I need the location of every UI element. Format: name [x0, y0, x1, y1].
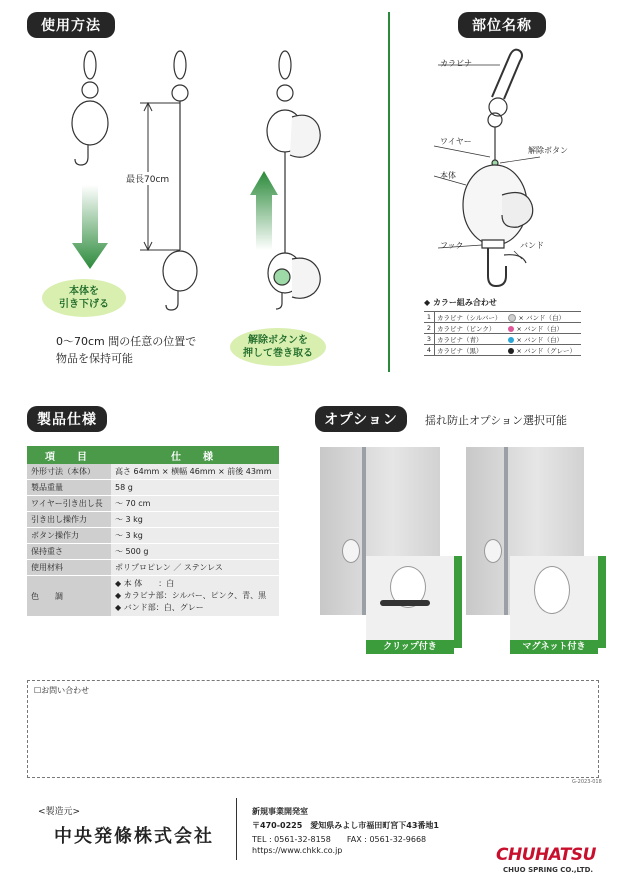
retract-up-arrow: [250, 171, 278, 250]
company-name: 中央発條株式会社: [54, 826, 214, 847]
color-dot: [508, 326, 514, 332]
label-body: 本体: [440, 171, 456, 180]
chuhatsu-logo: CHUHATSU: [496, 845, 596, 865]
spec-header-spec: 仕 様: [111, 446, 279, 464]
label-wire: ワイヤー: [440, 137, 472, 146]
footer-url[interactable]: https://www.chkk.co.jp: [252, 846, 343, 855]
color-dot: [508, 337, 514, 343]
spec-row-color: 色 調 ◆ 本 体 ：白 ◆ カラビナ部：シルバー、ピンク、青、黒 ◆ バンド部：白、グレー: [27, 576, 279, 617]
color-row: 4 カラビナ（黒） × バンド（グレー）: [424, 345, 581, 356]
doc-code: G-2023-018: [572, 779, 602, 785]
spec-table: [27, 446, 279, 617]
clip-option-label: クリップ付き: [366, 640, 454, 654]
magnet-option-inset: [510, 556, 606, 648]
spec-row: 使用材料 ポリプロピレン ／ ステンレス: [27, 560, 279, 576]
release-button-bubble: 解除ボタンを 押して巻き取る: [230, 328, 326, 366]
footer-phone: TEL : 0561-32-8158 FAX : 0561-32-9668: [252, 835, 427, 844]
usage-description: 0～70cm 間の任意の位置で 物品を保持可能: [56, 335, 197, 365]
contact-box: [27, 680, 599, 778]
footer-dept: 新規事業開発室: [252, 807, 308, 816]
retractor-device-3: [267, 51, 320, 309]
magnet-option-label: マグネット付き: [510, 640, 598, 654]
color-row: 3 カラビナ（青） × バンド（白）: [424, 334, 581, 345]
clip-option-inset: [366, 556, 462, 648]
color-dot: [508, 348, 514, 354]
color-row: 1 カラビナ（シルバー） × バンド（白）: [424, 312, 581, 323]
color-combo-title: ◆ カラー組み合わせ: [424, 298, 497, 307]
label-band: バンド: [520, 241, 544, 250]
label-hook: フック: [440, 241, 464, 250]
retractor-device-1: [72, 51, 108, 165]
usage-title: 使用方法: [27, 12, 115, 38]
pull-down-bubble: 本体を 引き下げる: [42, 279, 126, 317]
vertical-divider: [388, 12, 390, 372]
spec-row: 製品重量 58 g: [27, 480, 279, 496]
label-release-button: 解除ボタン: [528, 146, 568, 155]
footer-divider: [236, 798, 237, 860]
length-label: 最長70cm: [126, 172, 169, 185]
maker-label: <製造元>: [38, 807, 81, 817]
spec-row: 引き出し操作力 ～ 3 kg: [27, 512, 279, 528]
parts-title: 部位名称: [458, 12, 546, 38]
color-row: 2 カラビナ（ピンク） × バンド（白）: [424, 323, 581, 334]
contact-label: ☐お問い合わせ: [34, 686, 90, 695]
option-subtitle: 揺れ防止オプション選択可能: [425, 414, 568, 427]
spec-header-item: 項 目: [27, 446, 111, 464]
option-title: オプション: [315, 406, 407, 432]
spec-row: 保持重さ ～ 500 g: [27, 544, 279, 560]
label-carabiner: カラビナ: [440, 59, 472, 68]
footer-address: 〒470-0225 愛知県みよし市福田町宮下43番地1: [252, 821, 439, 830]
pull-down-arrow: [72, 185, 108, 269]
color-combo-table: [424, 311, 581, 356]
color-dot: [508, 314, 516, 322]
chuhatsu-logo-subtitle: CHUO SPRING CO.,LTD.: [503, 866, 594, 874]
spec-title: 製品仕様: [27, 406, 107, 432]
spec-row: ボタン操作力 ～ 3 kg: [27, 528, 279, 544]
spec-row: 外形寸法（本体） 高さ 64mm × 横幅 46mm × 前後 43mm: [27, 464, 279, 480]
spec-row: ワイヤー引き出し長 ～ 70 cm: [27, 496, 279, 512]
